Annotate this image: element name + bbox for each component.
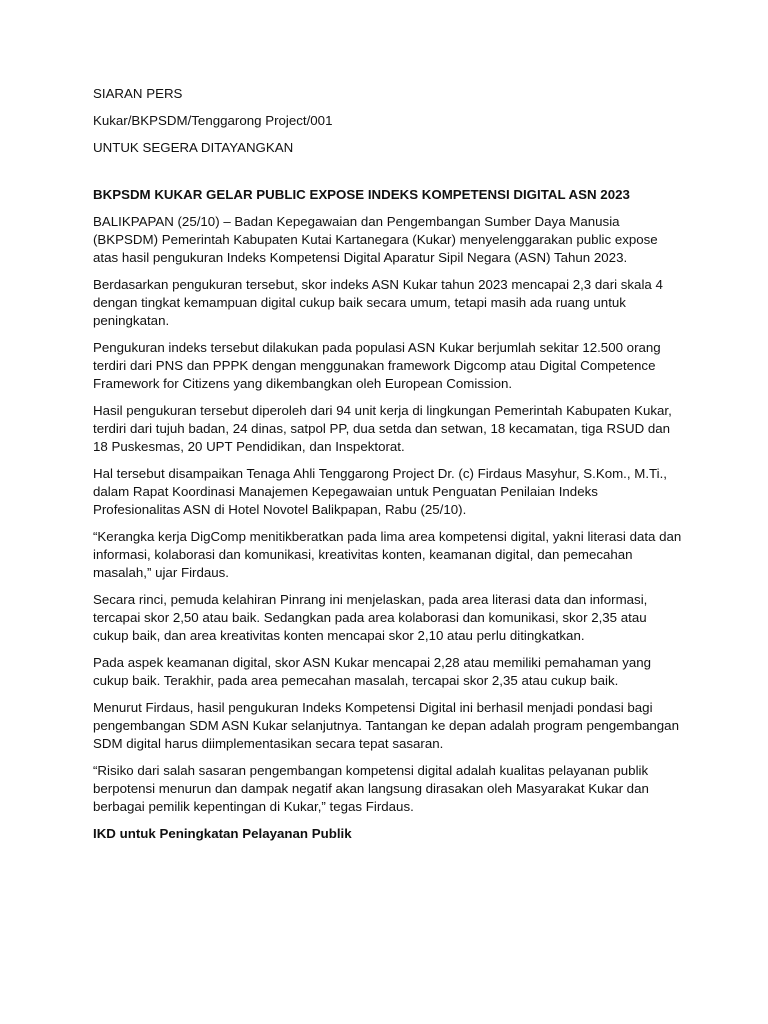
paragraph-9: Menurut Firdaus, hasil pengukuran Indeks Kompetensi Digital ini berhasil menjadi pondasi bagi pengembangan SDM ASN Kukar selanjutnya. Tantangan ke depan adalah program pengembangan SDM digital harus diimplementasikan secara tepat sasaran.: [93, 700, 679, 751]
paragraph-6: “Kerangka kerja DigComp menitikberatkan pada lima area kompetensi digital, yakni literasi data dan informasi, kolaborasi dan komunikasi, kreativitas konten, keamanan digital, dan pemecahan masalah,” ujar Firdaus.: [93, 529, 682, 580]
spacer: [93, 166, 683, 186]
release-instruction: UNTUK SEGERA DITAYANGKAN: [93, 140, 294, 155]
reference-number: Kukar/BKPSDM/Tenggarong Project/001: [93, 113, 333, 128]
headline: BKPSDM KUKAR GELAR PUBLIC EXPOSE INDEKS KOMPETENSI DIGITAL ASN 2023: [93, 187, 630, 202]
paragraph-1: BALIKPAPAN (25/10) – Badan Kepegawaian dan Pengembangan Sumber Daya Manusia (BKPSDM) Pemerintah Kabupaten Kutai Kartanegara (Kukar) menyelenggarakan public expose atas hasil pengukuran Indeks Kompetensi Digital Aparatur Sipil Negara (ASN) Tahun 2023.: [93, 214, 658, 265]
paragraph-3: Pengukuran indeks tersebut dilakukan pada populasi ASN Kukar berjumlah sekitar 12.500 orang terdiri dari PNS dan PPPK dengan menggunakan framework Digcomp atau Digital Competence Framework for Citizens yang dikembangkan oleh European Comission.: [93, 340, 661, 391]
paragraph-4: Hasil pengukuran tersebut diperoleh dari 94 unit kerja di lingkungan Pemerintah Kabupaten Kukar, terdiri dari tujuh badan, 24 dinas, satpol PP, dua setda dan setwan, 18 kecamatan, tiga RSUD dan 18 Puskesmas, 20 UPT Pendidikan, dan Inspektorat.: [93, 403, 672, 454]
paragraph-8: Pada aspek keamanan digital, skor ASN Kukar mencapai 2,28 atau memiliki pemahaman yang cukup baik. Terakhir, pada area pemecahan masalah, tercapai skor 2,35 atau cukup baik.: [93, 655, 652, 688]
paragraph-7: Secara rinci, pemuda kelahiran Pinrang ini menjelaskan, pada area literasi data dan informasi, tercapai skor 2,50 atau baik. Sedangkan pada area kolaborasi dan komunikasi, skor 2,35 atau cukup baik, dan area kreativitas konten mencapai skor 2,10 atau perlu ditingkatkan.: [93, 592, 648, 643]
section-subheading: IKD untuk Peningkatan Pelayanan Publik: [93, 826, 352, 841]
paragraph-5: Hal tersebut disampaikan Tenaga Ahli Tenggarong Project Dr. (c) Firdaus Masyhur, S.Kom., M.Ti., dalam Rapat Koordinasi Manajemen Kepegawaian untuk Penguatan Penilaian Indeks Profesionalitas ASN di Hotel Novotel Balikpapan, Rabu (25/10).: [93, 466, 667, 517]
paragraph-10: “Risiko dari salah sasaran pengembangan kompetensi digital adalah kualitas pelayanan publik berpotensi menurun dan dampak negatif akan langsung dirasakan oleh Masyarakat Kukar dan berbagai pemilik kepentingan di Kukar,” tegas Firdaus.: [93, 763, 649, 814]
press-release-label: SIARAN PERS: [93, 86, 183, 101]
document-body: [93, 85, 683, 843]
paragraph-2: Berdasarkan pengukuran tersebut, skor indeks ASN Kukar tahun 2023 mencapai 2,3 dari skala 4 dengan tingkat kemampuan digital cukup baik secara umum, tetapi masih ada ruang untuk peningkatan.: [93, 277, 663, 328]
